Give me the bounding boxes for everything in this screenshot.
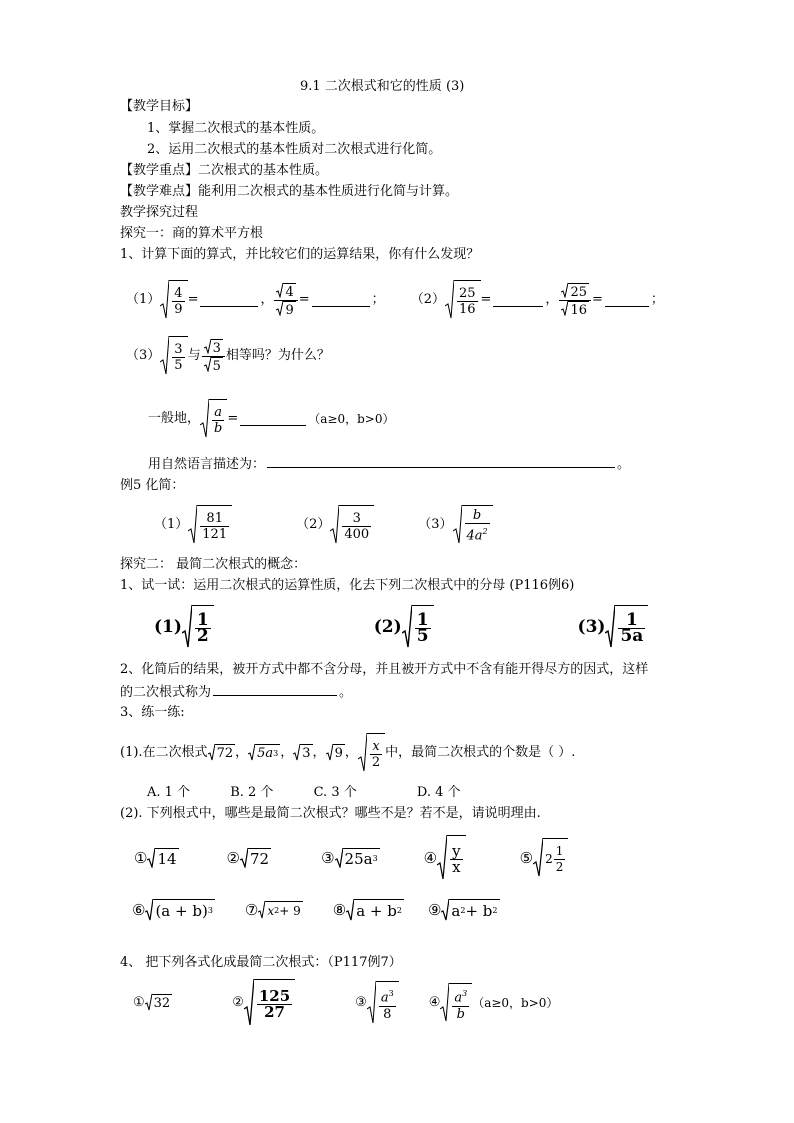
blank-simplest xyxy=(213,683,337,696)
sqrt-25-16: 25 16 xyxy=(445,280,481,320)
sqrt-x2-plus-9: x 2 + 9 xyxy=(258,901,302,919)
sqrt-a-plus-b2: a + b 2 xyxy=(346,899,404,921)
sqrt-1-5a: 1 5a xyxy=(605,605,648,649)
sqrt-b-4a2: b $4a^2$ xyxy=(453,505,493,545)
sqrt-1-2: 1 2 xyxy=(182,605,214,649)
explore-2-heading: 探究二： 最简二次根式的概念： xyxy=(120,557,307,572)
practice-1: (1).在二次根式 72 ， 5a 3 ， 3 ， 9 ， x 2 中，最简二次根式的个数是（ ）. xyxy=(120,731,575,775)
frac-sqrt25-sqrt16: $\frac{25}{16}$ xyxy=(559,283,591,318)
question-1: 1、计算下面的算式，并比较它们的运算结果，你有什么发现？ xyxy=(120,247,480,262)
try-1-items: (1) 1 2 (2) 1 5 (3) 1 5a xyxy=(154,603,648,651)
calc-row-1: （1） 4 9 = ， $\frac{4}{9}$ = ； （2） 25 16 = ， $\frac{25}{16}$ = ； xyxy=(126,278,664,322)
task-4-items: ① 32 ② 125 27 ③ $a^3$ 8 ④ $a^3$ b （a≥0，b>0） xyxy=(133,978,558,1028)
frac-sqrt3-sqrt5: 3 5 xyxy=(202,339,225,374)
example-5: 例5 化简： xyxy=(120,478,185,493)
sqrt-3-400: 3 400 xyxy=(330,505,374,545)
goal-1: 1、掌握二次根式的基本性质。 xyxy=(147,121,325,136)
task-4: 4、 把下列各式化成最简二次根式：（P117例7） xyxy=(120,955,402,970)
goal-heading: 【教学目标】 xyxy=(120,99,199,114)
sqrt-y-x: y x xyxy=(437,835,465,881)
natural-language: 用自然语言描述为： 。 xyxy=(148,457,631,472)
sqrt-a3-8: $a^3$ 8 xyxy=(367,981,399,1025)
practice-heading: 3、练一练: xyxy=(120,705,185,720)
sqrt-14: 14 xyxy=(147,848,178,868)
radicals-row-1: ① 14 ② 72 ③ 25a 3 ④ y x ⑤ 2 1 2 xyxy=(134,833,568,883)
radicals-row-2: ⑥ (a + b) 3 ⑦ x 2 + 9 ⑧ a + b 2 ⑨ a 2 + b 2 xyxy=(132,901,498,920)
difficult-point: 【教学难点】能利用二次根式的基本性质进行化简与计算。 xyxy=(120,184,459,199)
sqrt-32: 32 xyxy=(145,994,173,1012)
option-b: B. 2 个 xyxy=(230,785,274,800)
sqrt-2-and-half: 2 1 2 xyxy=(533,838,568,878)
practice-2: (2). 下列根式中，哪些是最简二次根式？哪些不是？若不是，请说明理由. xyxy=(120,806,541,821)
sqrt-25a3: 25a 3 xyxy=(335,848,380,868)
calc-row-3: （3） 3 5 与 3 5 相等吗？为什么？ xyxy=(126,334,330,378)
frac-sqrt4-sqrt9: $\frac{4}{9}$ xyxy=(274,283,297,318)
sqrt-5a3: 5a 3 xyxy=(248,744,280,762)
try-2-line-1: 2、化简后的结果，被开方式中都不含分母，并且被开方式中不含有能开得尽方的因式，这样 xyxy=(120,662,649,677)
sqrt-81-121: 81 121 xyxy=(188,505,232,545)
process-heading: 教学探究过程 xyxy=(120,205,199,220)
sqrt-4-9: 4 9 xyxy=(160,280,187,320)
sqrt-x-2: x 2 xyxy=(358,733,385,773)
sqrt-a-b: a b xyxy=(200,399,227,439)
blank-2 xyxy=(312,294,370,307)
blank-3 xyxy=(493,294,543,307)
blank-4 xyxy=(605,294,649,307)
key-point: 【教学重点】二次根式的基本性质。 xyxy=(120,163,329,178)
general-rule: 一般地， a b = （a≥0，b>0） xyxy=(148,397,394,441)
sqrt-3: 3 xyxy=(293,744,312,762)
goal-2: 2、运用二次根式的基本性质对二次根式进行化简。 xyxy=(147,142,442,157)
sqrt-9: 9 xyxy=(326,744,345,762)
sqrt-1-5: 1 5 xyxy=(402,605,434,649)
example-5-items: （1） 81 121 （2） 3 400 （3） b $4a^2$ xyxy=(154,503,493,547)
sqrt-125-27: 125 27 xyxy=(244,979,295,1027)
page-title: 9.1 二次根式和它的性质 (3) xyxy=(300,79,465,94)
sqrt-72: 72 xyxy=(208,744,236,762)
option-a: A. 1 个 xyxy=(147,785,191,800)
sqrt-a-plus-b-cubed: (a + b) 3 xyxy=(145,899,214,921)
blank-natural xyxy=(267,455,615,468)
blank-general xyxy=(240,413,306,426)
blank-1 xyxy=(200,294,258,307)
try-2-line-2: 的二次根式称为 。 xyxy=(120,685,353,700)
try-1: 1、试一试：运用二次根式的运算性质，化去下列二次根式中的分母 (P116例6) xyxy=(120,578,575,593)
option-d: D. 4 个 xyxy=(416,785,461,800)
options-row xyxy=(147,785,461,801)
explore-1-heading: 探究一：商的算术平方根 xyxy=(120,226,264,241)
sqrt-a2-plus-b2: a 2 + b 2 xyxy=(441,899,499,921)
sqrt-3-5: 3 5 xyxy=(160,336,187,376)
sqrt-a3-b: $a^3$ b xyxy=(440,983,472,1023)
option-c: C. 3 个 xyxy=(313,785,357,800)
sqrt-72-item: 72 xyxy=(240,848,271,868)
